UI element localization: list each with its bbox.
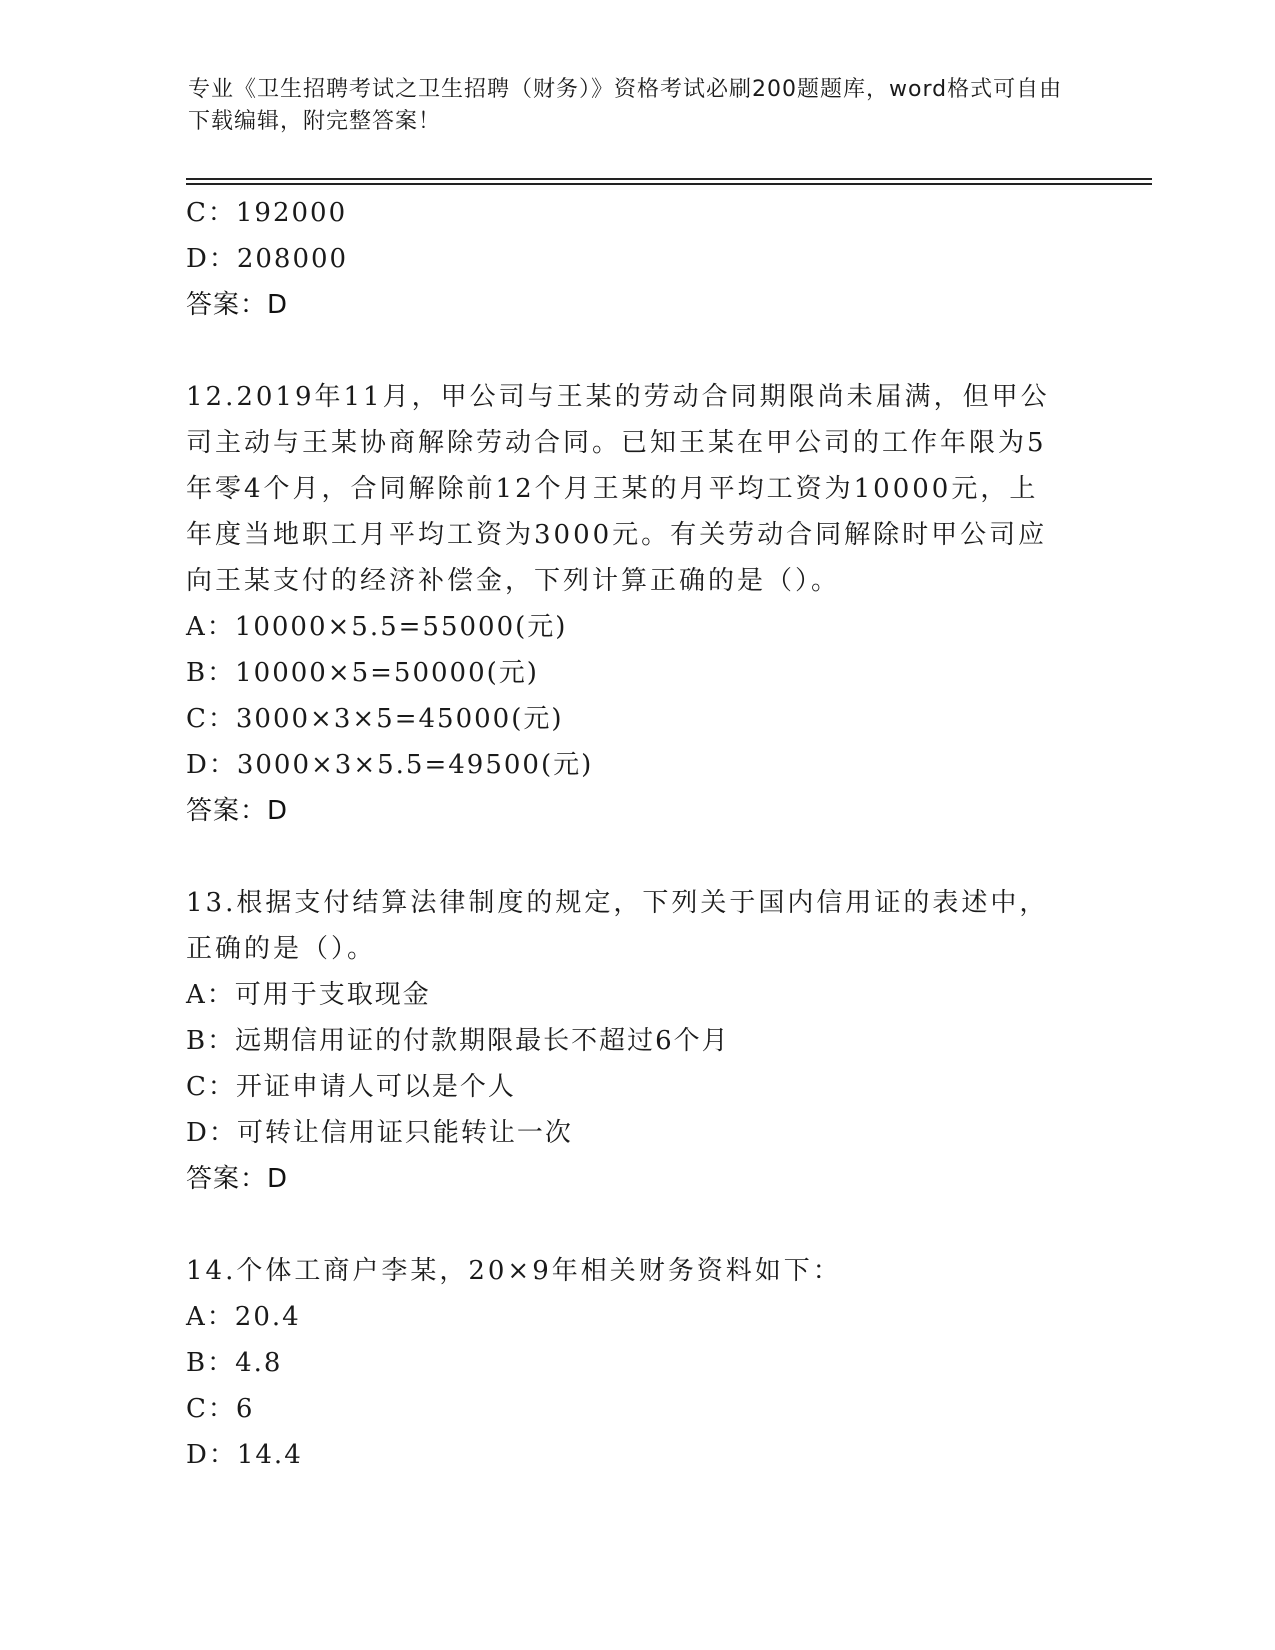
option-a: A：20.4 [186,1302,301,1332]
question-previous [186,190,1066,328]
question-13 [186,880,1066,1202]
answer-line: 答案：D [186,796,289,826]
header-divider-top [186,178,1152,180]
option-d: D：14.4 [186,1440,303,1470]
question-stem: 14.个体工商户李某，20×9年相关财务资料如下： [186,1256,842,1286]
header-divider-bottom [186,183,1152,185]
option-b: B：10000×5=50000(元) [186,658,539,688]
option-d: D：3000×3×5.5=49500(元) [186,750,594,780]
option-d: D：208000 [186,244,349,274]
question-list [186,190,1066,1478]
option-b: B：远期信用证的付款期限最长不超过6个月 [186,1026,730,1056]
question-12 [186,374,1066,834]
option-c: C：192000 [186,198,348,228]
answer-line: 答案：D [186,290,289,320]
option-a: A：10000×5.5=55000(元) [186,612,568,642]
document-header [188,74,1068,138]
option-c: C：3000×3×5=45000(元) [186,704,564,734]
question-14 [186,1248,1066,1478]
spacer [186,328,1066,374]
header-title: 专业《卫生招聘考试之卫生招聘（财务）》资格考试必刷200题题库，word格式可自由下载编辑，附完整答案！ [188,77,1063,134]
answer-line: 答案：D [186,1164,289,1194]
option-d: D：可转让信用证只能转让一次 [186,1118,573,1148]
option-a: A：可用于支取现金 [186,980,431,1010]
spacer [186,1202,1066,1248]
option-c: C：6 [186,1394,255,1424]
question-stem: 12.2019年11月，甲公司与王某的劳动合同期限尚未届满，但甲公司主动与王某协商解除劳动合同。已知王某在甲公司的工作年限为5年零4个月，合同解除前12个月王某的月平均工资为10000元，上年度当地职工月平均工资为3000元。有关劳动合同解除时甲公司应向王某支付的经济补偿金，下列计算正确的是（）。 [186,382,1050,596]
spacer [186,834,1066,880]
option-c: C：开证申请人可以是个人 [186,1072,516,1102]
option-b: B：4.8 [186,1348,283,1378]
question-stem: 13.根据支付结算法律制度的规定，下列关于国内信用证的表述中，正确的是（）。 [186,888,1049,964]
